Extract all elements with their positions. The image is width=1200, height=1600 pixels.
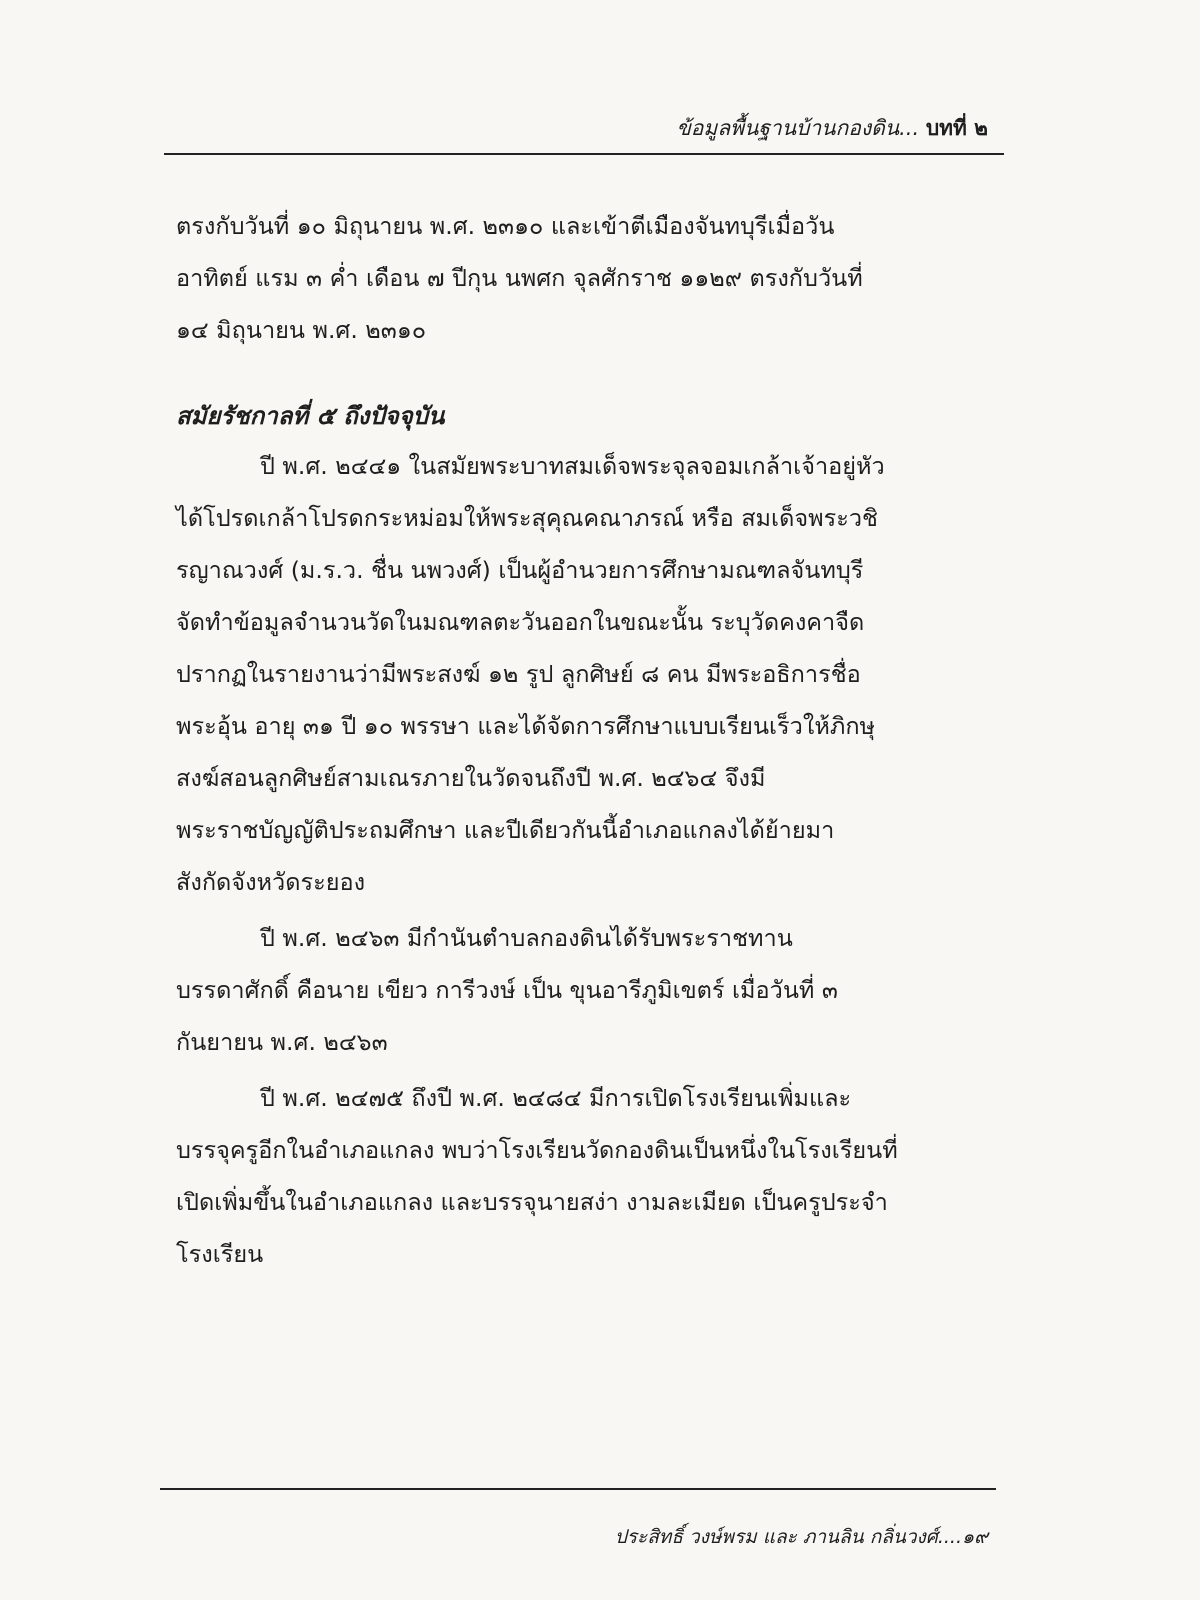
intro-line-1: ตรงกับวันที่ ๑๐ มิถุนายน พ.ศ. ๒๓๑๐ และเข้าตีเมืองจันทบุรีเมื่อวัน — [176, 212, 835, 240]
para3-line-4: โรงเรียน — [176, 1240, 264, 1268]
running-header-title: ข้อมูลพื้นฐานบ้านกองดิน... — [676, 116, 920, 140]
running-header — [676, 112, 988, 145]
para1-line-8: พระราชบัญญัติประถมศึกษา และปีเดียวกันนี้อำเภอแกลงได้ย้ายมา — [176, 816, 835, 844]
para3-line-2: บรรจุครูอีกในอำเภอแกลง พบว่าโรงเรียนวัดกองดินเป็นหนึ่งในโรงเรียนที่ — [176, 1136, 898, 1164]
intro-line-3: ๑๔ มิถุนายน พ.ศ. ๒๓๑๐ — [176, 316, 427, 344]
header-rule — [164, 153, 1004, 155]
para1-line-6: พระอุ้น อายุ ๓๑ ปี ๑๐ พรรษา และได้จัดการศึกษาแบบเรียนเร็วให้ภิกษุ — [176, 712, 876, 740]
para2-line-1: ปี พ.ศ. ๒๔๖๓ มีกำนันตำบลกองดินได้รับพระราชทาน — [260, 924, 793, 952]
para3-line-1: ปี พ.ศ. ๒๔๗๕ ถึงปี พ.ศ. ๒๔๘๔ มีการเปิดโรงเรียนเพิ่มและ — [260, 1084, 852, 1112]
para1-line-4: จัดทำข้อมูลจำนวนวัดในมณฑลตะวันออกในขณะนั้น ระบุวัดคงคาจืด — [176, 608, 865, 636]
para1-line-5: ปรากฏในรายงานว่ามีพระสงฆ์ ๑๒ รูป ลูกศิษย์ ๘ คน มีพระอธิการชื่อ — [176, 660, 861, 688]
footer-rule — [160, 1488, 996, 1490]
para2-line-2: บรรดาศักดิ์ คือนาย เขียว การีวงษ์ เป็น ขุนอารีภูมิเขตร์ เมื่อวันที่ ๓ — [176, 976, 838, 1004]
para1-line-2: ได้โปรดเกล้าโปรดกระหม่อมให้พระสุคุณคณาภรณ์ หรือ สมเด็จพระวชิ — [176, 504, 878, 532]
section-heading: สมัยรัชกาลที่ ๕ ถึงปัจจุบัน — [176, 402, 445, 430]
para1-line-1: ปี พ.ศ. ๒๔๔๑ ในสมัยพระบาทสมเด็จพระจุลจอมเกล้าเจ้าอยู่หัว — [260, 452, 885, 480]
para1-line-3: รญาณวงศ์ (ม.ร.ว. ชื่น นพวงศ์) เป็นผู้อำนวยการศึกษามณฑลจันทบุรี — [176, 556, 864, 584]
intro-line-2: อาทิตย์ แรม ๓ ค่ำ เดือน ๗ ปีกุน นพศก จุลศักราช ๑๑๒๙ ตรงกับวันที่ — [176, 264, 863, 292]
para1-line-9: สังกัดจังหวัดระยอง — [176, 868, 366, 896]
running-footer: ประสิทธิ์ วงษ์พรม และ ภานลิน กลิ่นวงศ์....๑๙ — [614, 1526, 988, 1548]
running-header-chapter: บทที่ ๒ — [925, 116, 988, 140]
para1-line-7: สงฆ์สอนลูกศิษย์สามเณรภายในวัดจนถึงปี พ.ศ. ๒๔๖๔ จึงมี — [176, 764, 766, 792]
para3-line-3: เปิดเพิ่มขึ้นในอำเภอแกลง และบรรจุนายสง่า งามละเมียด เป็นครูประจำ — [176, 1188, 888, 1216]
para2-line-3: กันยายน พ.ศ. ๒๔๖๓ — [176, 1028, 388, 1056]
